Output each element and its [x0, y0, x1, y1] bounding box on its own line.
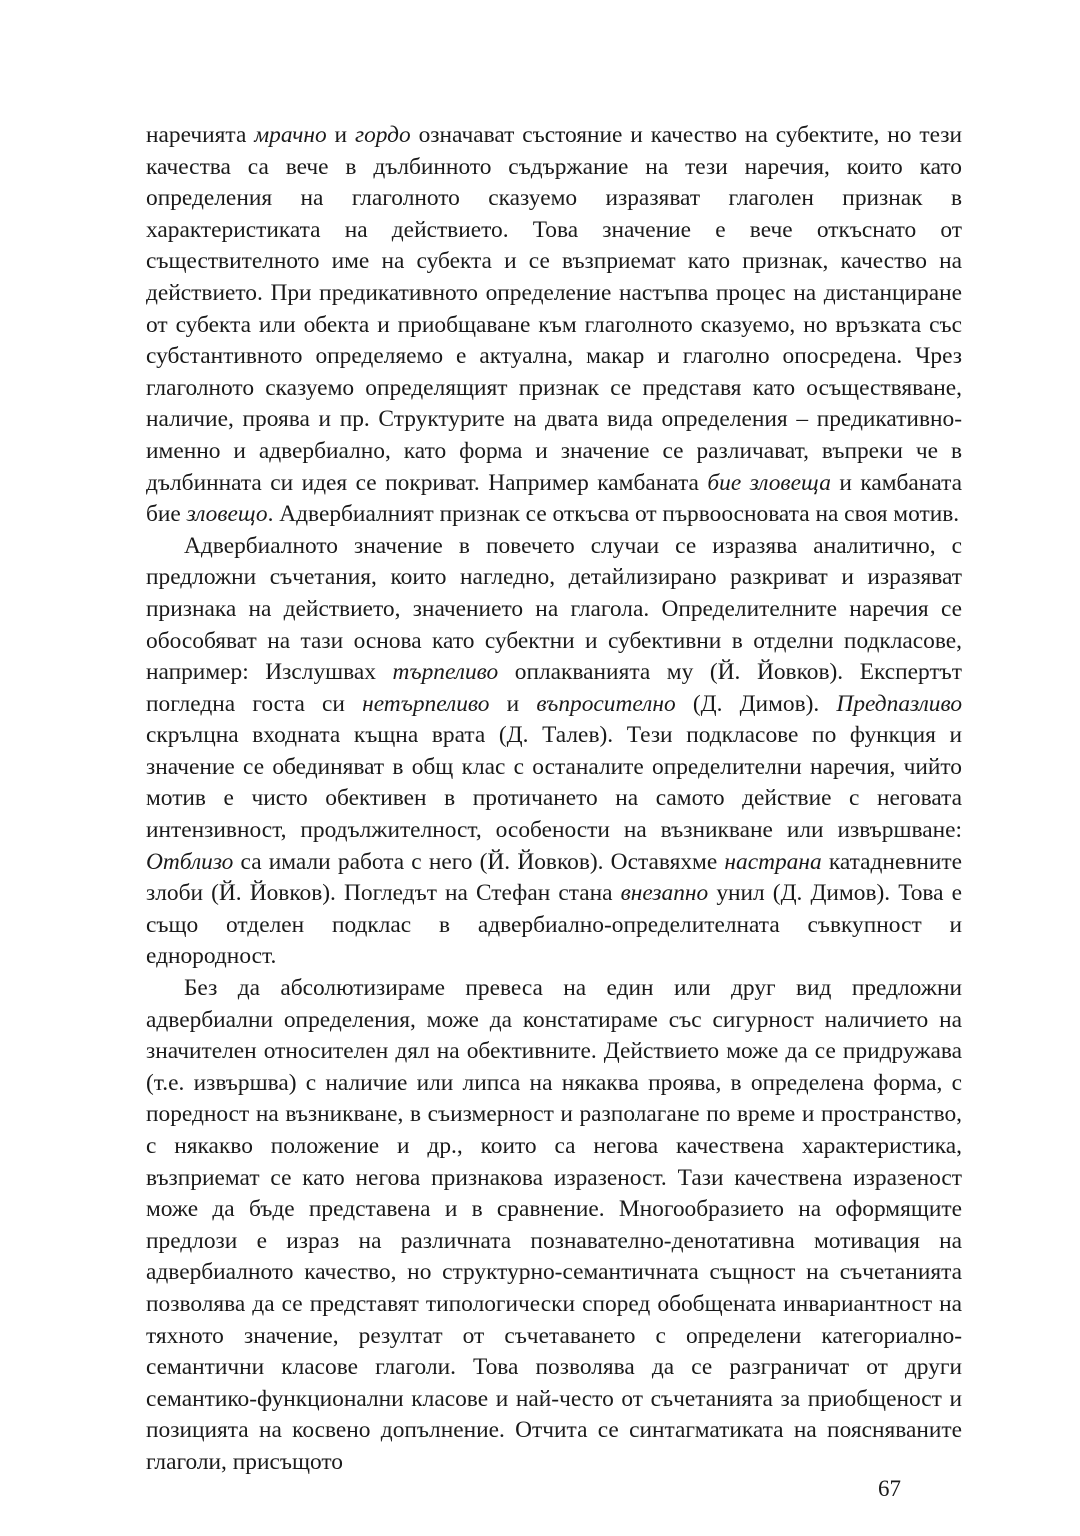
text-run: унил (Д. Димов). Това е също отделен подклас в адвербиално-определителната съвкупност и еднородност. — [146, 880, 963, 970]
paragraph — [146, 531, 962, 973]
text-run: скрълцна входната къщна врата (Д. Талев). Тези подкласове по функция и значение се обединяват в общ клас с останалите определителни наречия, чийто мотив е чисто обективен в протичането на самото действие с неговата интензивност, продължителност, особености на възникване или извършване: — [146, 722, 962, 844]
text-run: Адвербиалното значение в повечето случаи се изразява аналитично, с предложни съчетания, които нагледно, детайлизирано разкриват и изразяват признака на действието, значението на глагола. Определителните наречия се обособяват на тази основа като субектни и субективни в отделни подкласове, например: Изслушвах — [146, 532, 962, 686]
text-run: и — [326, 122, 355, 148]
page-number: 67 — [878, 1476, 901, 1501]
text-run: катадневните злоби (Й. Йовков). Погледът на Стефан стана — [146, 848, 963, 907]
text-run: . Адвербиалният признак се откъсва от първоосновата на своя мотив. — [267, 501, 960, 528]
italic-term: Отблизо — [146, 848, 234, 875]
text-run: са имали работа с него (Й. Йовков). Оставяхме — [233, 848, 725, 875]
text-run: оплакванията му (Й. Йовков). Експертът погледна госта си — [146, 659, 962, 717]
italic-term: бие зловеща — [707, 469, 831, 496]
italic-term: внезапно — [620, 880, 709, 907]
italic-term: нетърпеливо — [362, 690, 490, 717]
text-run: и камбаната бие — [146, 469, 962, 528]
italic-term: гордо — [354, 122, 411, 148]
text-run: означават състояние и качество на субектите, но тези качества са вече в дълбинното съдържание на тези наречия, които като определения на глаголното сказуемо изразяват глаголен признак в характеристиката на действието. Това значение е вече откъснато от съществителното име на субекта и се възприемат като признак, качество на действието. При предикативното определение настъпва процес на дистанциране от субекта или обекта и приобщаване към глаголното сказуемо, но връзката със субстантивното определяемо е актуална, макар и глаголно опосредена. Чрез глаголното сказуемо определящият признак се представя като осъществяване, наличие, проява и пр. Структурите на двата вида определения – предикативно-именно и адвербиално, като форма и значение се различават, въпреки че в дълбинната си идея се покриват. Например камбаната — [146, 122, 963, 496]
paragraph — [146, 120, 962, 531]
italic-term: Предпазливо — [836, 690, 963, 717]
page-body — [146, 120, 962, 1479]
text-run: наречията — [146, 122, 255, 148]
text-run: и — [489, 690, 537, 717]
text-run: (Д. Димов). — [675, 690, 837, 717]
italic-term: мрачно — [254, 122, 327, 148]
text-run: Без да абсолютизираме превеса на един или друг вид предложни адвербиални определения, може да констатираме със сигурност наличието на значителен относителен дял на обективните. Действието може да се придружава (т.е. извършва) с наличие или липса на някаква проява, в определена форма, с поредност на възникване, в съизмерност и разполагане по време и пространство, с някакво положение и др., които са негова качествена характеристика, възприемат се като негова признакова изразеност. Тази качествена изразеност може да бъде представена и в сравнение. Многообразието на оформящите предлози е израз на различната познавателно-денотативна мотивация на адвербиалното качество, но структурно-семантичната същност на съчетанията позволява да се представят типологически според обобщената инвариантност на тяхното значение, резултат от съчетаването с определени категориално-семантични класове глаголи. Това позволява да се разграничат от други семантико-функционални класове и най-често от съчетанията за приобщеност и позицията на косвено допълнение. Отчита се синтагматиката на поясняваните глаголи, присъщото — [146, 975, 962, 1475]
italic-term: търпеливо — [392, 659, 499, 686]
paragraph — [146, 973, 962, 1479]
italic-term: настрана — [724, 848, 822, 875]
italic-term: въпросително — [536, 690, 676, 717]
italic-term: зловещо — [186, 501, 268, 528]
